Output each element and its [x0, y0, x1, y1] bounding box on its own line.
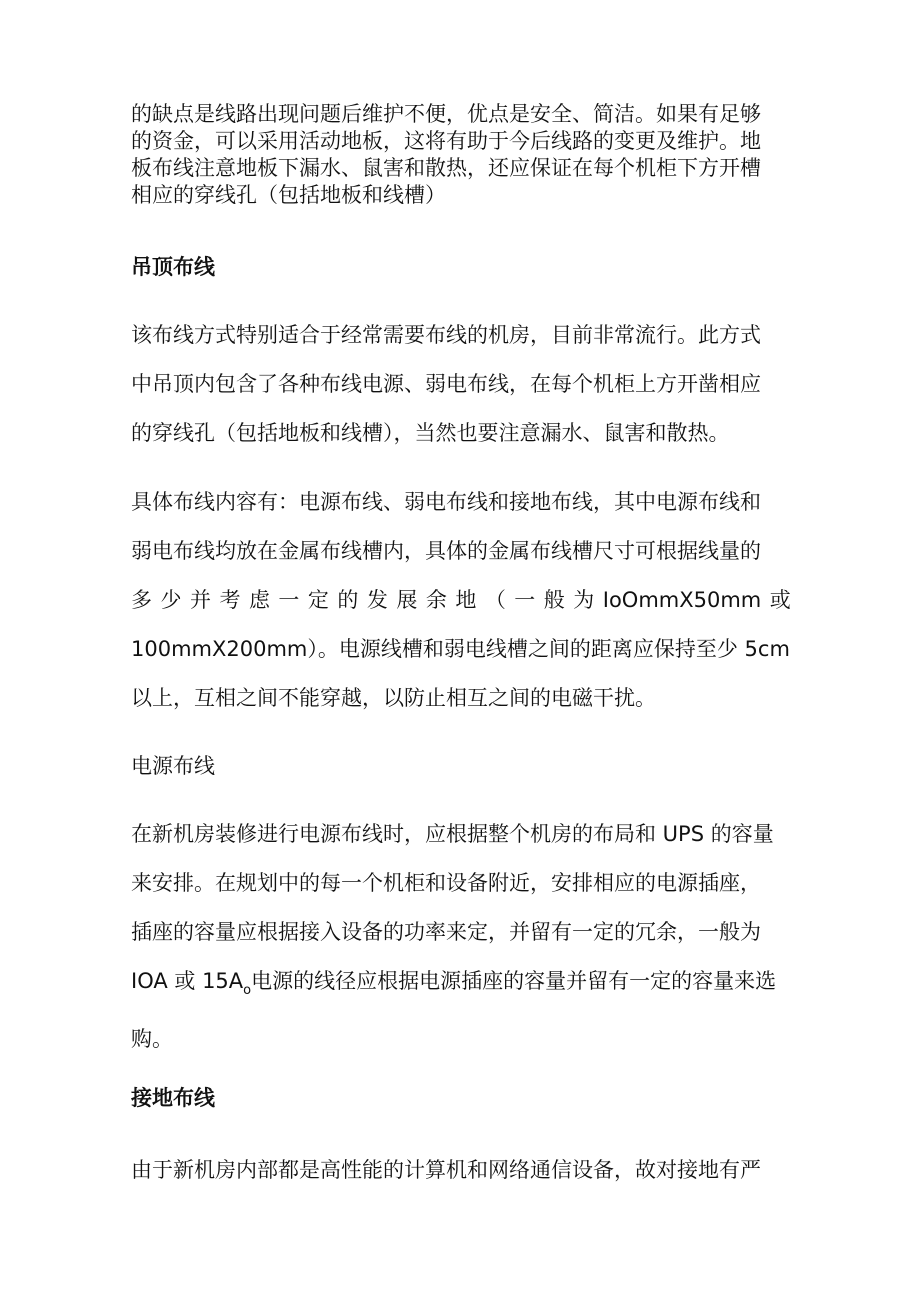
paragraph-ceiling-cabling: [131, 311, 791, 458]
text-line: 弱电布线均放在金属布线槽内，具体的金属布线槽尺寸可根据线量的: [131, 539, 761, 563]
text-line: 具体布线内容有：电源布线、弱电布线和接地布线，其中电源布线和: [131, 490, 761, 514]
text-line: 来安排。在规划中的每一个机柜和设备附近，安排相应的电源插座，: [131, 871, 761, 895]
text-line: 在新机房装修进行电源布线时，应根据整个机房的布局和 UPS 的容量: [131, 822, 774, 846]
heading-power-cabling: 电源布线: [131, 754, 215, 778]
text-line: 购。: [131, 1027, 173, 1051]
word: 地: [455, 588, 477, 612]
text-line: 由于新机房内部都是高性能的计算机和网络通信设备，故对接地有严: [131, 1158, 761, 1182]
paragraph-power-cabling: [131, 810, 791, 1064]
word: 发: [366, 588, 388, 612]
text-line: 以上，互相之间不能穿越，以防止相互之间的电磁干扰。: [131, 686, 656, 710]
word: 考: [219, 588, 241, 612]
text-line-spread: [131, 576, 791, 625]
text-line: 的穿线孔（包括地板和线槽），当然也要注意漏水、鼠害和散热。: [131, 421, 730, 445]
word: 般: [543, 588, 565, 612]
word: 展: [396, 588, 418, 612]
heading-ceiling-cabling: 吊顶布线: [131, 255, 215, 279]
word: IoOmmX50mm: [602, 588, 762, 612]
word: 或: [769, 588, 791, 612]
text-line: 100mmX200mm）。电源线槽和弱电线槽之间的距离应保持至少 5cm: [131, 637, 790, 661]
subscript-mark: o: [243, 983, 252, 998]
paragraph-grounding-cabling: [131, 1146, 791, 1195]
paragraph-cabling-content: [131, 478, 791, 723]
text-line: 的资金，可以采用活动地板，这将有助于今后线路的变更及维护。地: [131, 129, 761, 153]
text-line: 板布线注意地板下漏水、鼠害和散热，还应保证在每个机柜下方开槽: [131, 156, 761, 180]
word: 并: [189, 588, 211, 612]
word: 的: [337, 588, 359, 612]
word: 余: [425, 588, 447, 612]
text-line: 中吊顶内包含了各种布线电源、弱电布线，在每个机柜上方开凿相应: [131, 372, 761, 396]
word: （: [484, 588, 506, 612]
word: 多: [131, 588, 152, 612]
text-line: 相应的穿线孔（包括地板和线槽）: [131, 183, 446, 207]
word: 为: [573, 588, 595, 612]
text-fragment: 电源的线径应根据电源插座的容量并留有一定的容量来选: [251, 969, 777, 993]
word: 虑: [248, 588, 270, 612]
heading-grounding-cabling: 接地布线: [131, 1086, 215, 1110]
word: 定: [307, 588, 329, 612]
text-line: 的缺点是线路出现问题后维护不便，优点是安全、简洁。如果有足够: [131, 102, 761, 126]
text-line: 该布线方式特别适合于经常需要布线的机房，目前非常流行。此方式: [131, 323, 761, 347]
paragraph-cable-floor: [131, 101, 791, 209]
word: 少: [160, 588, 182, 612]
text-fragment: IOA 或 15A: [131, 969, 244, 993]
word: 一: [278, 588, 300, 612]
text-line-mixed: [131, 957, 791, 1015]
word: 一: [514, 588, 536, 612]
text-line: 插座的容量应根据接入设备的功率来定，并留有一定的冗余，一般为: [131, 920, 761, 944]
